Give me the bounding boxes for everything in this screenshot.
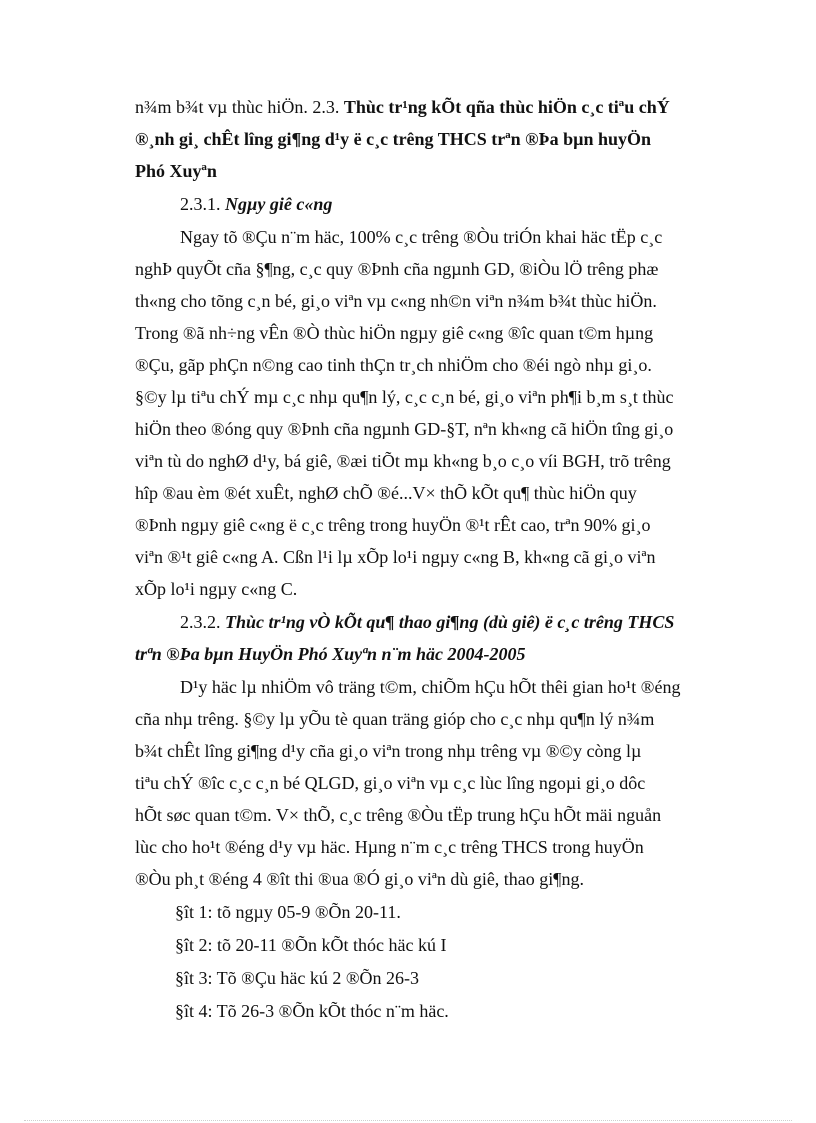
body-line: D¹y häc lµ nhiÖm vô träng t©m, chiÕm hÇu hÕt thêi gian ho¹t ®éng (180, 677, 681, 697)
body-line: cña nhµ trêng. §©y lµ yÕu tè quan träng gióp cho c¸c nhµ qu¶n lý n¾m (135, 709, 655, 729)
body-line: ®Òu ph¸t ®éng 4 ®ît thi ®ua ®Ó gi¸o viªn dù giê, thao gi¶ng. (135, 869, 584, 889)
section-heading-2-3: Thùc tr¹ng kÕt qña thùc hiÖn c¸c tiªu chÝ (343, 97, 670, 117)
body-line: hÕt søc quan t©m. V× thÕ, c¸c trêng ®Òu tËp trung hÇu hÕt mäi nguån (135, 805, 662, 825)
body-line: hîp ®au èm ®ét xuÊt, nghØ chÕ ®é...V× thÕ kÕt qu¶ thùc hiÖn quy (135, 483, 637, 503)
paragraph-text: n¾m b¾t vµ thùc hiÖn. 2.3. (135, 97, 344, 117)
subsection-number: 2.3.1. (180, 194, 225, 214)
page-bottom-rule (24, 1120, 792, 1121)
body-line: hiÖn theo ®óng quy ®Þnh cña ngµnh GD-§T, nªn kh«ng cã hiÖn tîng gi¸o (135, 419, 674, 439)
paragraph-line-1 (135, 95, 670, 119)
subsection-title: Thùc tr¹ng vÒ kÕt qu¶ thao gi¶ng (dù giê) ë c¸c trêng THCS (225, 612, 675, 632)
subsection-title: Ngµy giê c«ng (225, 194, 333, 214)
phase-item: §ît 1: tõ ngµy 05-9 ®Õn 20-11. (175, 902, 401, 922)
subsection-heading-2-3-1 (180, 192, 332, 216)
phase-item: §ît 3: Tõ ®Çu häc kú 2 ®Õn 26-3 (175, 968, 420, 988)
subsection-title-cont: trªn ®Þa bµn HuyÖn Phó Xuyªn n¨m häc 2004-2005 (135, 644, 526, 664)
section-heading-2-3-end: Phó Xuyªn (135, 161, 217, 181)
body-line: lùc cho ho¹t ®éng d¹y vµ häc. Hµng n¨m c¸c trêng THCS trong huyÖn (135, 837, 644, 857)
body-line: th«ng cho tõng c¸n bé, gi¸o viªn vµ c«ng nh©n viªn n¾m b¾t thùc hiÖn. (135, 291, 657, 311)
phase-item: §ît 4: Tõ 26-3 ®Õn kÕt thóc n¨m häc. (175, 1001, 449, 1021)
body-line: Ngay tõ ®Çu n¨m häc, 100% c¸c trêng ®Òu triÓn khai häc tËp c¸c (180, 227, 663, 247)
body-line: Trong ®ã nh÷ng vÊn ®Ò thùc hiÖn ngµy giê c«ng ®îc quan t©m hµng (135, 323, 654, 343)
body-line: ®Þnh ngµy giê c«ng ë c¸c trêng trong huyÖn ®¹t rÊt cao, trªn 90% gi¸o (135, 515, 651, 535)
section-heading-2-3-cont: ®¸nh gi¸ chÊt lîng gi¶ng d¹y ë c¸c trêng THCS trªn ®Þa bµn huyÖn (135, 129, 652, 149)
body-line: §©y lµ tiªu chÝ mµ c¸c nhµ qu¶n lý, c¸c c¸n bé, gi¸o viªn ph¶i b¸m s¸t thùc (135, 387, 674, 407)
body-line: viªn tù do nghØ d¹y, bá giê, ®æi tiÕt mµ kh«ng b¸o c¸o víi BGH, trõ trêng (135, 451, 671, 471)
phase-item: §ît 2: tõ 20-11 ®Õn kÕt thóc häc kú I (175, 935, 447, 955)
body-line: xÕp lo¹i ngµy c«ng C. (135, 579, 298, 599)
body-line: tiªu chÝ ®îc c¸c c¸n bé QLGD, gi¸o viªn vµ c¸c lùc lîng ngoµi gi¸o dôc (135, 773, 646, 793)
subsection-number: 2.3.2. (180, 612, 225, 632)
subsection-heading-2-3-2 (180, 610, 674, 634)
body-line: b¾t chÊt lîng gi¶ng d¹y cña gi¸o viªn trong nhµ trêng vµ ®©y còng lµ (135, 741, 642, 761)
body-line: viªn ®¹t giê c«ng A. Cßn l¹i lµ xÕp lo¹i ngµy c«ng B, kh«ng cã gi¸o viªn (135, 547, 656, 567)
body-line: ®Çu, gãp phÇn n©ng cao tinh thÇn tr¸ch nhiÖm cho ®éi ngò nhµ gi¸o. (135, 355, 652, 375)
body-line: nghÞ quyÕt cña §¶ng, c¸c quy ®Þnh cña ngµnh GD, ®iÒu lÖ trêng phæ (135, 259, 659, 279)
